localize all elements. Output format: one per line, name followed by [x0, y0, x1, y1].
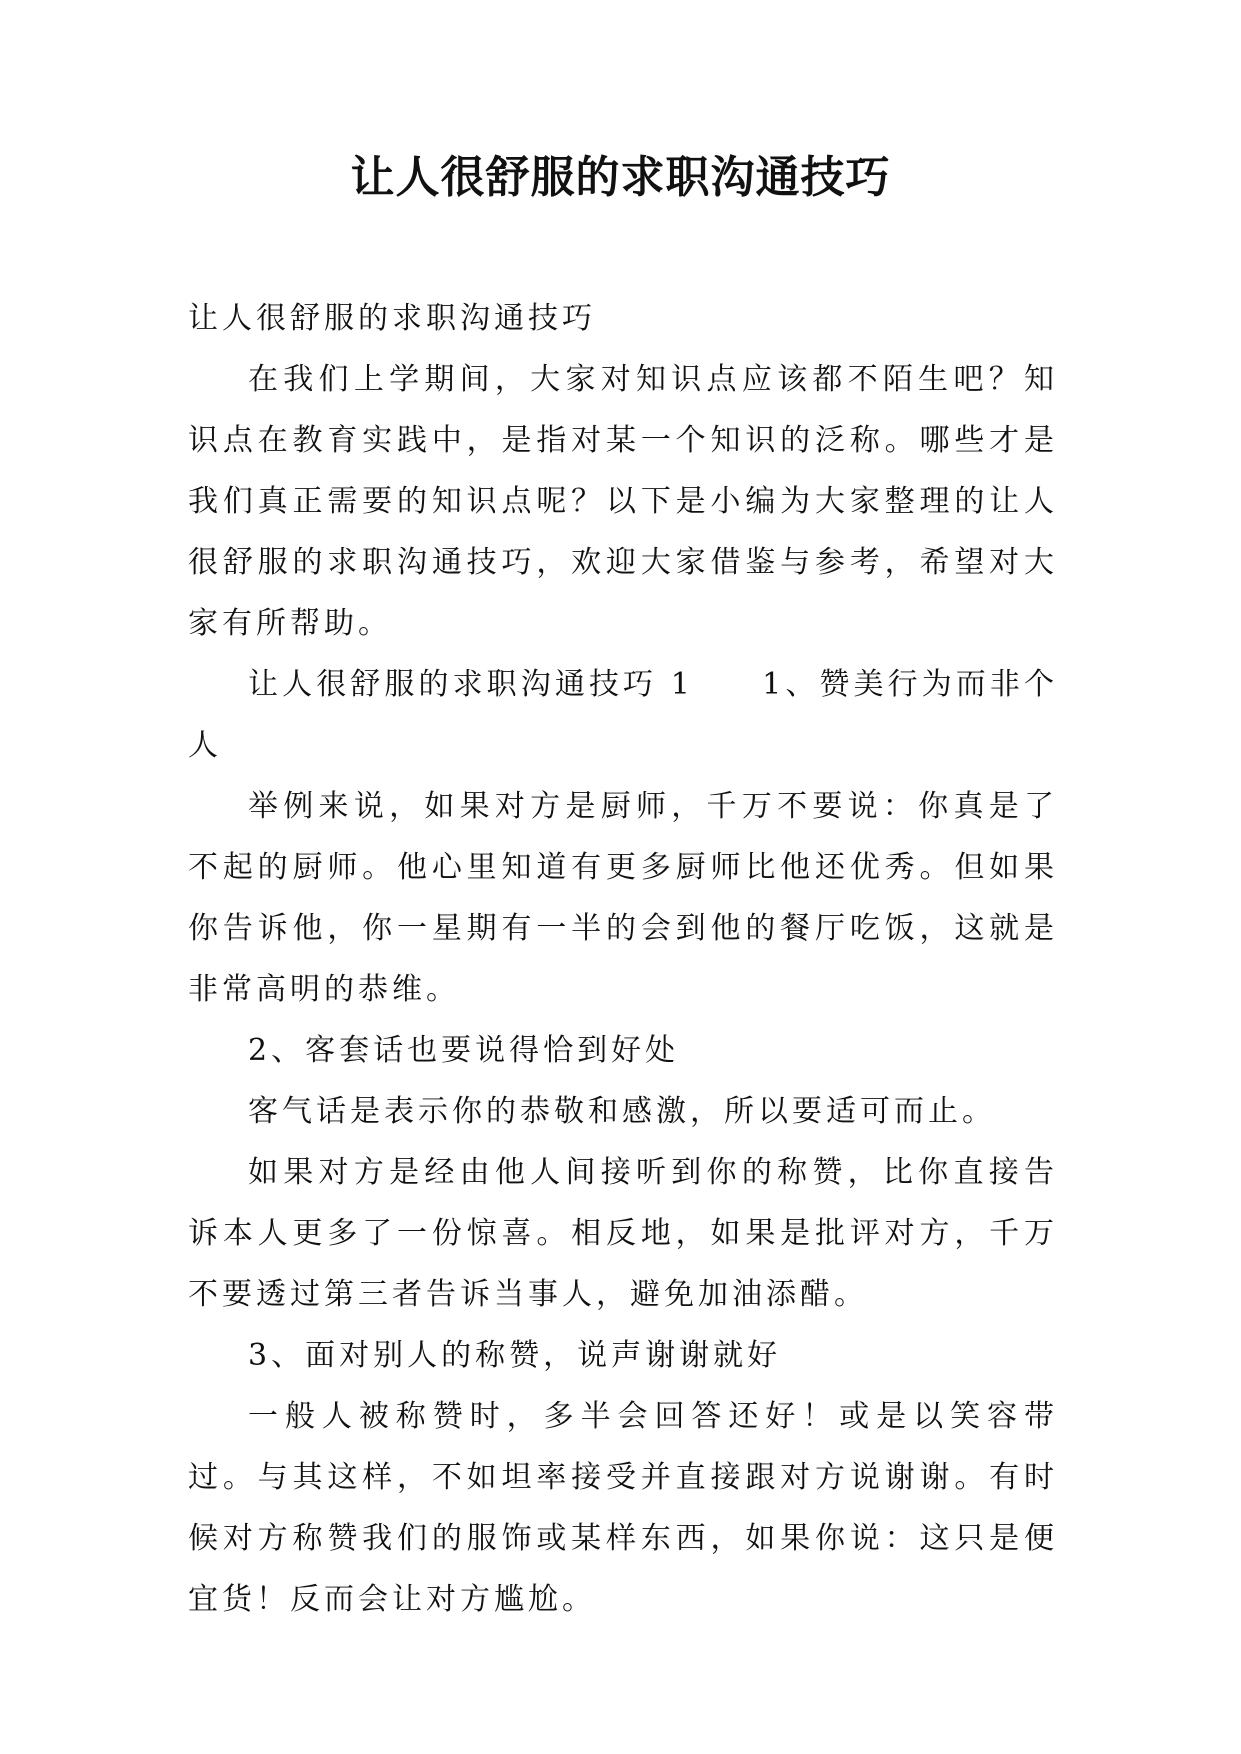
paragraph-tip-3-heading: 3、面对别人的称赞，说声谢谢就好: [248, 1338, 782, 1373]
paragraph-tip-2-heading: 2、客套话也要说得恰到好处: [248, 1033, 680, 1068]
document-body: [188, 288, 1058, 1630]
paragraph-intro: 在我们上学期间，大家对知识点应该都不陌生吧？知识点在教育实践中，是指对某一个知识的泛称。哪些才是我们真正需要的知识点呢？以下是小编为大家整理的让人很舒服的求职沟通技巧，欢迎大家借鉴与参考，希望对大家有所帮助。: [188, 362, 1058, 641]
document-title: 让人很舒服的求职沟通技巧: [350, 152, 891, 203]
paragraph-subtitle: 让人很舒服的求职沟通技巧: [188, 301, 596, 336]
paragraph-indirect-praise: 如果对方是经由他人间接听到你的称赞，比你直接告诉本人更多了一份惊喜。相反地，如果是批评对方，千万不要透过第三者告诉当事人，避免加油添醋。: [188, 1155, 1058, 1312]
paragraph-courtesy: 客气话是表示你的恭敬和感激，所以要适可而止。: [248, 1094, 996, 1129]
paragraph-section-1-heading: 让人很舒服的求职沟通技巧 1 1、赞美行为而非个人: [188, 667, 1058, 763]
paragraph-accept-praise: 一般人被称赞时，多半会回答还好！或是以笑容带过。与其这样，不如坦率接受并直接跟对方说谢谢。有时候对方称赞我们的服饰或某样东西，如果你说：这只是便宜货！反而会让对方尴尬。: [188, 1399, 1058, 1617]
paragraph-example: 举例来说，如果对方是厨师，千万不要说：你真是了不起的厨师。他心里知道有更多厨师比他还优秀。但如果你告诉他，你一星期有一半的会到他的餐厅吃饭，这就是非常高明的恭维。: [188, 789, 1058, 1007]
